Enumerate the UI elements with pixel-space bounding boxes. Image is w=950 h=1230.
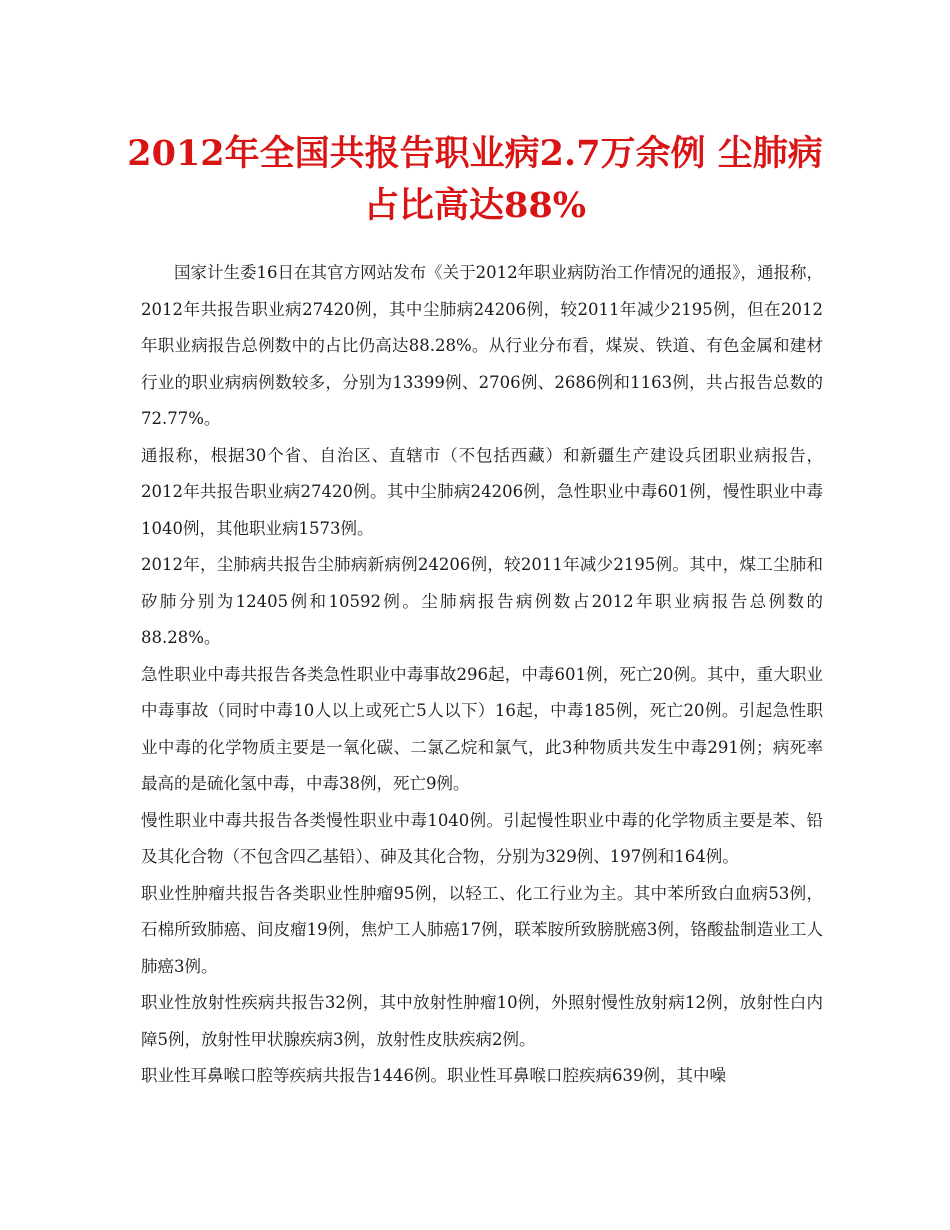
- document-body: [141, 255, 823, 1095]
- paragraph: 国家计生委16日在其官方网站发布《关于2012年职业病防治工作情况的通报》，通报称，2012年共报告职业病27420例，其中尘肺病24206例，较2011年减少2195例，但在2012年职业病报告总例数中的占比仍高达88.28%。从行业分布看，煤炭、铁道、有色金属和建材行业的职业病病例数较多，分别为13399例、2706例、2686例和1163例，共占报告总数的72.77%。: [141, 263, 823, 428]
- paragraph: 慢性职业中毒共报告各类慢性职业中毒1040例。引起慢性职业中毒的化学物质主要是苯、铅及其化合物（不包含四乙基铅）、砷及其化合物，分别为329例、197例和164例。: [141, 810, 823, 866]
- paragraph: 2012年，尘肺病共报告尘肺病新病例24206例，较2011年减少2195例。其中，煤工尘肺和矽肺分别为12405例和10592例。尘肺病报告病例数占2012年职业病报告总例数的88.28%。: [141, 555, 823, 647]
- paragraph: 急性职业中毒共报告各类急性职业中毒事故296起，中毒601例，死亡20例。其中，重大职业中毒事故（同时中毒10人以上或死亡5人以下）16起，中毒185例，死亡20例。引起急性职业中毒的化学物质主要是一氧化碳、二氯乙烷和氯气，此3种物质共发生中毒291例；病死率最高的是硫化氢中毒，中毒38例，死亡9例。: [141, 664, 823, 793]
- document-title: 2012年全国共报告职业病2.7万余例 尘肺病占比高达88%: [127, 133, 823, 226]
- paragraph: 通报称，根据30个省、自治区、直辖市（不包括西藏）和新疆生产建设兵团职业病报告，2012年共报告职业病27420例。其中尘肺病24206例，急性职业中毒601例，慢性职业中毒1040例，其他职业病1573例。: [141, 445, 823, 538]
- paragraph: 职业性放射性疾病共报告32例，其中放射性肿瘤10例，外照射慢性放射病12例，放射性白内障5例，放射性甲状腺疾病3例，放射性皮肤疾病2例。: [141, 993, 823, 1049]
- paragraph: 职业性肿瘤共报告各类职业性肿瘤95例，以轻工、化工行业为主。其中苯所致白血病53例，石棉所致肺癌、间皮瘤19例，焦炉工人肺癌17例，联苯胺所致膀胱癌3例，铬酸盐制造业工人肺癌3例。: [141, 883, 823, 976]
- paragraph: 职业性耳鼻喉口腔等疾病共报告1446例。职业性耳鼻喉口腔疾病639例，其中噪: [141, 1066, 726, 1085]
